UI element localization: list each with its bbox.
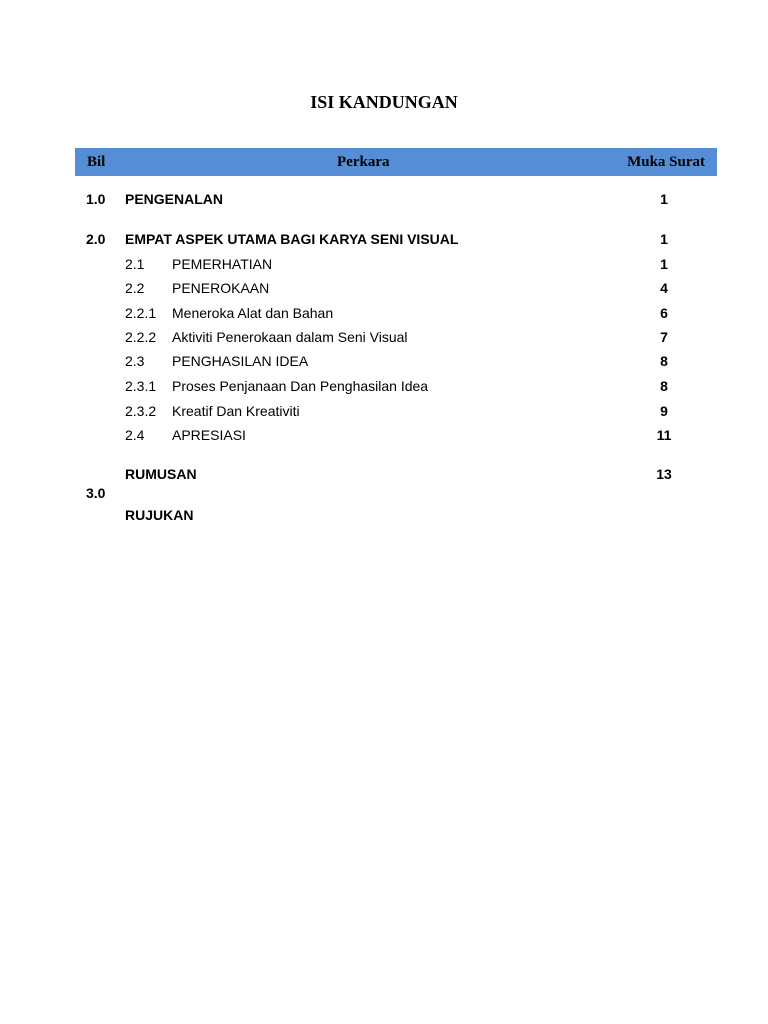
row-title: PENEROKAAN — [172, 280, 270, 296]
row-title: Aktiviti Penerokaan dalam Seni Visual — [172, 329, 408, 345]
table-row — [0, 280, 768, 300]
row-title: RUMUSAN — [125, 466, 197, 482]
row-title: PEMERHATIAN — [172, 256, 273, 272]
row-page: 13 — [656, 466, 672, 482]
table-row — [0, 378, 768, 398]
row-number: 2.2 — [125, 280, 145, 296]
row-title: EMPAT ASPEK UTAMA BAGI KARYA SENI VISUAL — [125, 231, 459, 247]
table-row — [0, 403, 768, 423]
header-bil: Bil — [87, 154, 106, 170]
row-title: Meneroka Alat dan Bahan — [172, 305, 334, 321]
row-page: 8 — [660, 378, 668, 394]
row-title: PENGENALAN — [125, 191, 224, 207]
table-row — [0, 466, 768, 486]
row-page: 8 — [660, 353, 668, 369]
table-row — [0, 305, 768, 325]
row-page: 6 — [660, 305, 668, 321]
row-page: 9 — [660, 403, 668, 419]
row-page: 4 — [660, 280, 668, 296]
table-row — [0, 191, 768, 211]
row-page: 1 — [660, 256, 668, 272]
table-row — [0, 256, 768, 276]
table-row — [0, 329, 768, 349]
row-bil: 3.0 — [86, 485, 106, 501]
row-page: 11 — [656, 427, 672, 443]
row-title: PENGHASILAN IDEA — [172, 353, 309, 369]
row-page: 1 — [660, 191, 668, 207]
row-number: 2.3.1 — [125, 378, 157, 394]
row-title: RUJUKAN — [125, 507, 194, 523]
row-number: 2.2.1 — [125, 305, 157, 321]
row-title: Kreatif Dan Kreativiti — [172, 403, 300, 419]
row-number: 2.3 — [125, 353, 145, 369]
table-row — [0, 353, 768, 373]
row-bil: 2.0 — [86, 231, 106, 247]
table-row — [0, 231, 768, 251]
table-row — [0, 507, 768, 527]
table-row — [0, 427, 768, 447]
row-number: 2.3.2 — [125, 403, 157, 419]
row-number: 2.2.2 — [125, 329, 157, 345]
table-header — [75, 148, 717, 176]
header-perkara: Perkara — [337, 154, 390, 170]
row-number: 2.4 — [125, 427, 145, 443]
header-muka-surat: Muka Surat — [627, 154, 705, 170]
row-title: Proses Penjanaan Dan Penghasilan Idea — [172, 378, 429, 394]
page-title: ISI KANDUNGAN — [310, 92, 458, 112]
row-bil: 1.0 — [86, 191, 106, 207]
row-number: 2.1 — [125, 256, 145, 272]
row-page: 1 — [660, 231, 668, 247]
row-title: APRESIASI — [172, 427, 246, 443]
row-page: 7 — [660, 329, 668, 345]
